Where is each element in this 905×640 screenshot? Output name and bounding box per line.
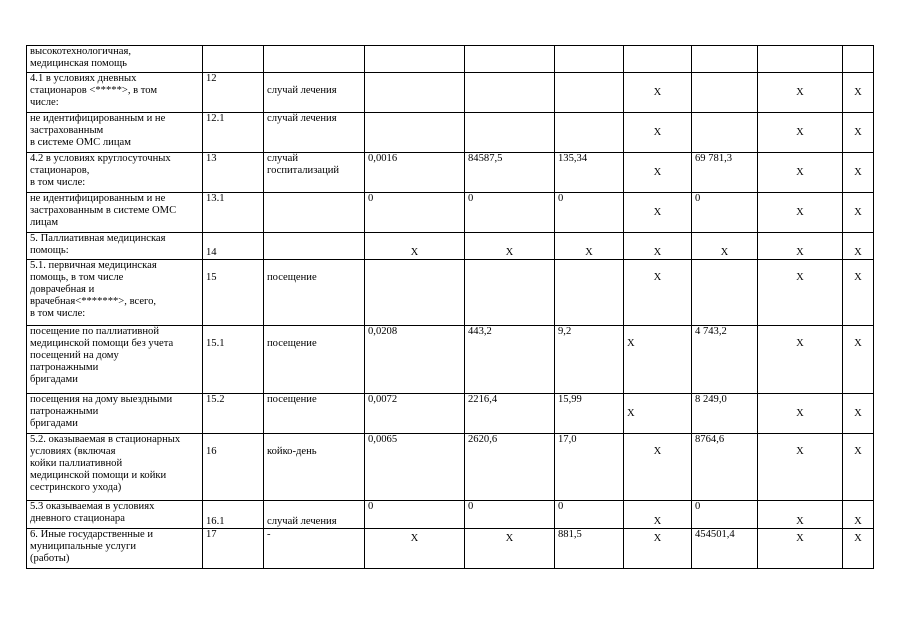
table-row <box>27 394 874 434</box>
row-name: посещения на дому выездными патронажными бригадами <box>27 394 203 434</box>
cell-value <box>465 46 555 73</box>
row-unit: случай лечения <box>264 73 365 113</box>
cell-value <box>692 73 758 113</box>
cell-value <box>465 113 555 153</box>
row-unit: койко-день <box>264 434 365 501</box>
cell-value <box>365 260 465 326</box>
cell-value: 15,99 <box>555 394 624 434</box>
row-name: не идентифицированным и не застрахованным в системе ОМС лицам <box>27 113 203 153</box>
cell-value: X <box>624 193 692 233</box>
cell-value <box>555 260 624 326</box>
row-name: 6. Иные государственные и муниципальные услуги (работы) <box>27 529 203 569</box>
table-row <box>27 46 874 73</box>
cell-value: 0,0016 <box>365 153 465 193</box>
cell-value: X <box>843 233 874 260</box>
cell-value: X <box>843 113 874 153</box>
cell-value: X <box>365 233 465 260</box>
cell-value: 0 <box>465 193 555 233</box>
cell-value: 454501,4 <box>692 529 758 569</box>
cell-value: X <box>624 260 692 326</box>
table-row <box>27 113 874 153</box>
medical-care-table <box>26 45 874 569</box>
row-name: 4.2 в условиях круглосуточных стационаров, в том числе: <box>27 153 203 193</box>
cell-value: X <box>624 501 692 529</box>
cell-value: X <box>624 434 692 501</box>
row-name: не идентифицированным и не застрахованным в системе ОМС лицам <box>27 193 203 233</box>
cell-value: X <box>758 233 843 260</box>
cell-value: 8 249,0 <box>692 394 758 434</box>
row-unit <box>264 46 365 73</box>
row-number: 16.1 <box>203 501 264 529</box>
cell-value: 69 781,3 <box>692 153 758 193</box>
cell-value <box>758 46 843 73</box>
row-number: 12 <box>203 73 264 113</box>
cell-value: 2620,6 <box>465 434 555 501</box>
row-name: 4.1 в условиях дневных стационаров <*****>, в том числе: <box>27 73 203 113</box>
cell-value: X <box>555 233 624 260</box>
row-name: 5.3 оказываемая в условиях дневного стационара <box>27 501 203 529</box>
cell-value <box>465 260 555 326</box>
cell-value: 0,0208 <box>365 326 465 394</box>
row-unit: случай лечения <box>264 501 365 529</box>
cell-value: X <box>624 73 692 113</box>
cell-value: X <box>843 153 874 193</box>
cell-value <box>365 113 465 153</box>
table-row <box>27 501 874 529</box>
cell-value: 0 <box>692 501 758 529</box>
cell-value: X <box>465 529 555 569</box>
cell-value <box>365 46 465 73</box>
cell-value: 0 <box>555 193 624 233</box>
cell-value: X <box>758 153 843 193</box>
cell-value: X <box>758 260 843 326</box>
cell-value <box>692 113 758 153</box>
row-number: 17 <box>203 529 264 569</box>
cell-value: X <box>692 233 758 260</box>
row-unit: случай лечения <box>264 113 365 153</box>
row-name: посещение по паллиативной медицинской помощи без учета посещений на дому патронажными бригадами <box>27 326 203 394</box>
cell-value <box>555 46 624 73</box>
cell-value: 0 <box>555 501 624 529</box>
cell-value: X <box>758 394 843 434</box>
cell-value: 0,0072 <box>365 394 465 434</box>
row-name: 5.1. первичная медицинская помощь, в том числе доврачебная и врачебная<*******>, всего, в том числе: <box>27 260 203 326</box>
cell-value: X <box>843 326 874 394</box>
cell-value: X <box>843 529 874 569</box>
cell-value: X <box>843 73 874 113</box>
table-row <box>27 326 874 394</box>
cell-value: X <box>843 260 874 326</box>
cell-value: X <box>758 501 843 529</box>
cell-value: X <box>843 394 874 434</box>
cell-value: X <box>758 529 843 569</box>
table-row <box>27 529 874 569</box>
table-row <box>27 233 874 260</box>
cell-value: X <box>624 326 692 394</box>
row-unit: посещение <box>264 394 365 434</box>
cell-value: 17,0 <box>555 434 624 501</box>
row-number: 14 <box>203 233 264 260</box>
cell-value: 443,2 <box>465 326 555 394</box>
row-unit <box>264 233 365 260</box>
cell-value <box>465 73 555 113</box>
cell-value: 0 <box>692 193 758 233</box>
cell-value: 84587,5 <box>465 153 555 193</box>
cell-value: 4 743,2 <box>692 326 758 394</box>
row-number: 15 <box>203 260 264 326</box>
row-unit <box>264 193 365 233</box>
row-unit: случай госпитализаций <box>264 153 365 193</box>
cell-value: X <box>758 193 843 233</box>
cell-value <box>555 73 624 113</box>
cell-value: 0,0065 <box>365 434 465 501</box>
row-number: 13.1 <box>203 193 264 233</box>
cell-value: 0 <box>465 501 555 529</box>
cell-value <box>692 260 758 326</box>
table-row <box>27 153 874 193</box>
cell-value: X <box>758 326 843 394</box>
cell-value: X <box>624 113 692 153</box>
cell-value <box>555 113 624 153</box>
row-name: 5.2. оказываемая в стационарных условиях (включая койки паллиативной медицинской помощи и койки сестринского ухода) <box>27 434 203 501</box>
cell-value: 8764,6 <box>692 434 758 501</box>
cell-value: X <box>624 233 692 260</box>
cell-value: X <box>758 113 843 153</box>
table-row <box>27 73 874 113</box>
row-number: 15.1 <box>203 326 264 394</box>
cell-value: X <box>843 193 874 233</box>
table-row <box>27 193 874 233</box>
cell-value: X <box>365 529 465 569</box>
cell-value: X <box>758 73 843 113</box>
cell-value: 9,2 <box>555 326 624 394</box>
cell-value <box>365 73 465 113</box>
cell-value: 0 <box>365 193 465 233</box>
row-unit: посещение <box>264 260 365 326</box>
cell-value: X <box>624 529 692 569</box>
cell-value: X <box>465 233 555 260</box>
row-name: 5. Паллиативная медицинская помощь: <box>27 233 203 260</box>
cell-value <box>624 46 692 73</box>
row-number <box>203 46 264 73</box>
row-number: 12.1 <box>203 113 264 153</box>
cell-value: X <box>624 394 692 434</box>
cell-value <box>692 46 758 73</box>
row-unit: - <box>264 529 365 569</box>
row-number: 13 <box>203 153 264 193</box>
table-row <box>27 260 874 326</box>
row-name: высокотехнологичная, медицинская помощь <box>27 46 203 73</box>
cell-value: 135,34 <box>555 153 624 193</box>
cell-value: 2216,4 <box>465 394 555 434</box>
cell-value: 881,5 <box>555 529 624 569</box>
cell-value <box>843 46 874 73</box>
cell-value: X <box>624 153 692 193</box>
row-unit: посещение <box>264 326 365 394</box>
row-number: 16 <box>203 434 264 501</box>
row-number: 15.2 <box>203 394 264 434</box>
cell-value: 0 <box>365 501 465 529</box>
cell-value: X <box>843 434 874 501</box>
cell-value: X <box>843 501 874 529</box>
cell-value: X <box>758 434 843 501</box>
table-row <box>27 434 874 501</box>
